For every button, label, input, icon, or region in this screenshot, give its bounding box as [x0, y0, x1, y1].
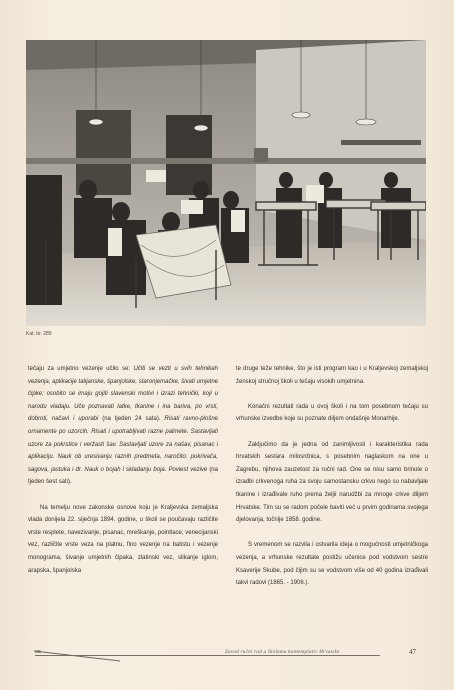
paragraph: Na temelju nove zakonske osnove koju je Kraljevska zemaljska vlada donijela 22. siječnja 1894. godine, u školi se poučavaju različite vrste resplete, navezivanje, pisanac, mreškanje, pointlace, venecijanski vez, različite vrste veza na platnu, fino vezenje na batistu i vezenje monograma, šivanje umjetnih čipaka, zlatinski vez, slikanje iglom, arapska, španjolska [28, 504, 218, 574]
text-column-right [236, 363, 428, 590]
text-run: tečaju za umjetno vezenje učilo se: [28, 366, 134, 372]
archival-photograph [26, 40, 426, 326]
classroom-photo-illustration [26, 40, 426, 326]
needle-ornament-icon [32, 648, 122, 664]
footer-rule [35, 655, 380, 656]
text-run: (na tjeden šest sati). [28, 466, 218, 486]
italic-quote: Risati ravno-plošne ornamente po uzorcih. Risati i upotrabljivati razne palmete. Sastavljati uzore za pokrstice i veržasti šav. Sastavljati uzore za našav, pisanac i aplikaciju. Nauk ob uresivanju raznih predmeta, naročito: pokrivača, sagova, jastuka i dr. Nauk o bojah i skladanju boja. Poviest vezive [28, 416, 218, 473]
text-column-left [28, 363, 218, 577]
paragraph: Zaključimo da je jedna od zanimljivosti i karakteristika rada hrvatskih sestara milosrdnica, s posebnim naglaskom na one u Zagrebu, njihova zauzetost za ručni rad. One se nisu samo brinule o izradbi crkvenoga ruha za svoju samostansku crkvu nego su nabavljale tkanine i izrađivale ruho prema željii narudžbi za mnoge crkve diljem Hrvatske. Tim su se radom počele baviti već u prvim godinama svojega djelovanja, točnije 1858. godine. [236, 441, 428, 524]
page-number: 47 [409, 648, 416, 656]
paragraph [28, 363, 218, 489]
paragraph: S vremenom se razvila i ostvarila ideja o mogućnosti umjetničkoga vezenja, a vrhunske rezultate postižu učenice pod vodstvom sestre Ksaverije Skube, pod čijim su se vodstvom više od 40 godina izrađivali takvi radovi (1865. - 1906.). [236, 542, 428, 587]
paragraph: te druge teže tehnike, što je isti program kao i u Kraljevskoj zemaljskoj ženskoj stručnoj školi u tečaju visokih umjetnina. [236, 366, 428, 385]
paragraph: Konačni rezultati rada u ovoj školi i na tom posebnom tečaju su vrhunske izvedbe koje su poznate diljem ondašnje Monarhije. [236, 403, 428, 423]
italic-quote: Učiti se vezti u svih tehnikah vezenja, aplikacije talijanske, španjolske, staronjemačke, šivati umjetne čipke; osobito se imaju gojiti slavenski motivi i izrazi tehnički, koji u narodu vladaju. Uče poznavati latke, tkanine i ina bariva, po vrsti, dobroti, načavi i uporabi [28, 366, 218, 423]
text-run: (na tjeden 24 sata). [98, 416, 165, 423]
running-title: Zavod ručni rad u školama kontemplativ Hrvatske [225, 650, 340, 655]
figure-caption: Kat. br. 289 [26, 331, 52, 337]
